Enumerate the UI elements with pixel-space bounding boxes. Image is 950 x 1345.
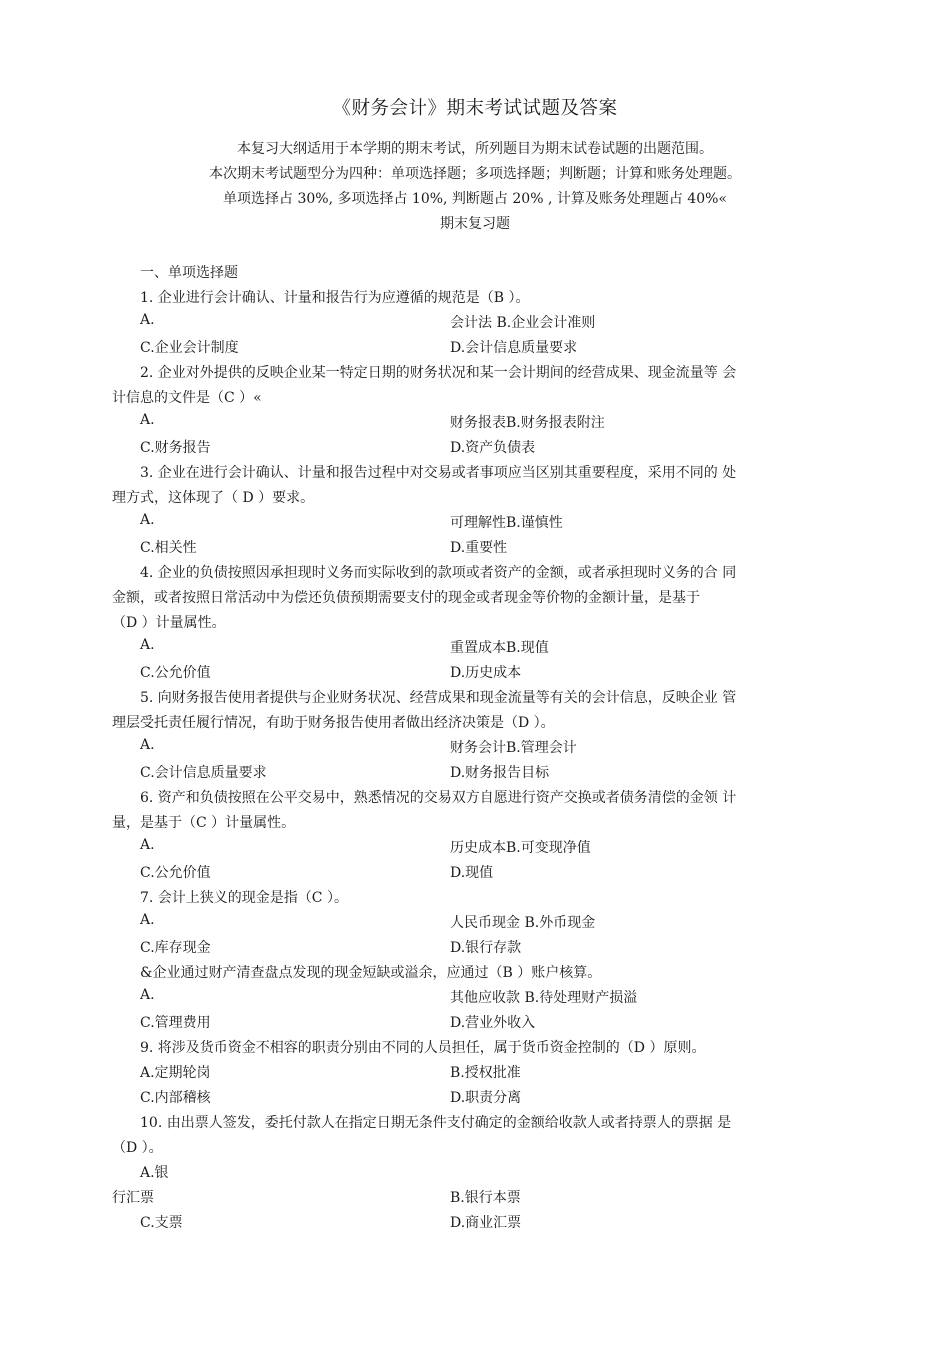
option-c: C.会计信息质量要求 (140, 765, 267, 781)
intro-line-3: 单项选择占 30%, 多项选择占 10%, 判断题占 20% , 计算及账务处理题占 40%« (223, 191, 727, 207)
question-stem: 2. 企业对外提供的反映企业某一特定日期的财务状况和某一会计期间的经营成果、现金流量等 会 (140, 365, 737, 381)
page-title: 《财务会计》期末考试试题及答案 (332, 98, 618, 119)
option-d: D.职责分离 (450, 1090, 522, 1106)
option-c: C.财务报告 (140, 440, 211, 456)
option-c: C.内部稽核 (140, 1090, 211, 1106)
option-d: D.资产负债表 (450, 440, 536, 456)
intro-line-1: 本复习大纲适用于本学期的期末考试，所列题目为期末试卷试题的出题范围。 (237, 141, 713, 157)
question-stem: &企业通过财产清查盘点发现的现金短缺或溢余，应通过（B ）账户核算。 (140, 965, 602, 981)
option-a: A. (140, 737, 155, 753)
option-a: A. (140, 412, 155, 428)
option-c: C.管理费用 (140, 1015, 211, 1031)
question-stem: 1. 企业进行会计确认、计量和报告行为应遵循的规范是（B ）。 (140, 290, 530, 306)
question-stem: 4. 企业的负债按照因承担现时义务而实际收到的款项或者资产的金额，或者承担现时义务的合 同 (140, 565, 737, 581)
option-b: 重置成本B.现值 (450, 640, 549, 656)
option-b: B.银行本票 (450, 1190, 521, 1206)
question-stem-cont: 计信息的文件是（C ）« (112, 390, 262, 406)
option-a: A. (140, 987, 155, 1003)
option-a-cont: 行汇票 (112, 1190, 154, 1206)
option-a: A. (140, 637, 155, 653)
option-d: D.重要性 (450, 540, 508, 556)
option-c: C.库存现金 (140, 940, 211, 956)
question-stem: 3. 企业在进行会计确认、计量和报告过程中对交易或者事项应当区别其重要程度，采用不同的 处 (140, 465, 737, 481)
option-d: D.会计信息质量要求 (450, 340, 578, 356)
option-b: 财务报表B.财务报表附注 (450, 415, 605, 431)
option-d: D.商业汇票 (450, 1215, 522, 1231)
option-b: B.授权批准 (450, 1065, 521, 1081)
option-d: D.历史成本 (450, 665, 522, 681)
option-c: C.支票 (140, 1215, 183, 1231)
section-heading: 一、单项选择题 (140, 265, 238, 281)
question-stem: 10. 由出票人签发，委托付款人在指定日期无条件支付确定的金额给收款人或者持票人的票据 是 (140, 1115, 732, 1131)
question-stem: 5. 向财务报告使用者提供与企业财务状况、经营成果和现金流量等有关的会计信息，反映企业 管 (140, 690, 737, 706)
question-stem-cont: 金额，或者按照日常活动中为偿还负债预期需要支付的现金或者现金等价物的金额计量，是基于 (112, 590, 700, 606)
option-a: A. (140, 837, 155, 853)
option-c: C.公允价值 (140, 865, 211, 881)
option-b: 会计法 B.企业会计准则 (450, 315, 596, 331)
question-stem-cont: （D ）。 (112, 1140, 163, 1156)
option-a: A. (140, 512, 155, 528)
option-a: A.定期轮岗 (140, 1065, 211, 1081)
option-a: A. (140, 312, 155, 328)
question-stem-cont: 理方式，这体现了（ D ）要求。 (112, 490, 315, 506)
question-stem: 6. 资产和负债按照在公平交易中，熟悉情况的交易双方自愿进行资产交换或者债务清偿的金领 计 (140, 790, 737, 806)
option-b: 历史成本B.可变现净值 (450, 840, 591, 856)
option-d: D.财务报告目标 (450, 765, 550, 781)
intro-line-2: 本次期末考试题型分为四种：单项选择题；多项选择题；判断题；计算和账务处理题。 (209, 166, 741, 182)
option-b: 人民币现金 B.外币现金 (450, 915, 596, 931)
option-c: C.企业会计制度 (140, 340, 239, 356)
option-c: C.相关性 (140, 540, 197, 556)
question-stem-cont: （D ）计量属性。 (112, 615, 226, 631)
option-d: D.营业外收入 (450, 1015, 536, 1031)
question-stem-cont: 量，是基于（C ）计量属性。 (112, 815, 296, 831)
option-d: D.现值 (450, 865, 494, 881)
question-stem-cont: 理层受托责任履行情况，有助于财务报告使用者做出经济决策是（D ）。 (112, 715, 555, 731)
question-stem: 9. 将涉及货币资金不相容的职责分别由不同的人员担任，属于货币资金控制的（D ）原则。 (140, 1040, 706, 1056)
option-c: C.公允价值 (140, 665, 211, 681)
option-a: A.银 (140, 1165, 169, 1181)
option-b: 可理解性B.谨慎性 (450, 515, 563, 531)
option-a: A. (140, 912, 155, 928)
option-d: D.银行存款 (450, 940, 522, 956)
option-b: 财务会计B.管理会计 (450, 740, 577, 756)
option-b: 其他应收款 B.待处理财产损溢 (450, 990, 638, 1006)
question-stem: 7. 会计上狭义的现金是指（C ）。 (140, 890, 348, 906)
intro-line-4: 期末复习题 (440, 216, 510, 232)
